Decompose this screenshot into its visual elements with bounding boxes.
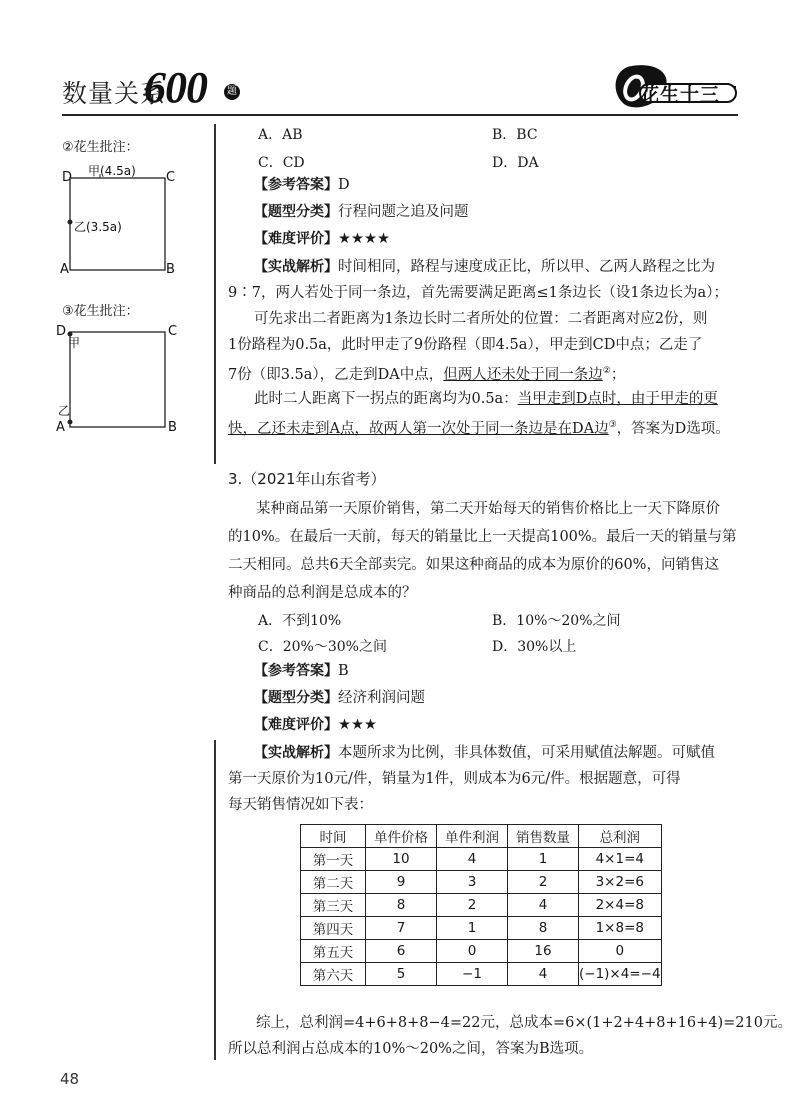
q2-analysis-line-5 — [228, 358, 625, 388]
q2-answer-tag: 【参考答案】 — [254, 177, 338, 193]
q2-type-tag: 【题型分类】 — [254, 204, 338, 220]
q3-type: 经济利润问题 — [338, 690, 425, 706]
table-cell: 第五天 — [301, 940, 366, 963]
q2-analysis-underline-7: 快，乙还未走到A点，故两人第一次处于同一条边是在DA边 — [228, 420, 609, 437]
table-header-cell: 总利润 — [579, 825, 662, 848]
q2-analysis-text-5c: ； — [610, 366, 626, 383]
q3-stem-line-2: 的10%。在最后一天前，每天的销量比上一天提高100%。最后一天的销量与第 — [228, 529, 737, 545]
q2-analysis-line-6 — [254, 386, 718, 412]
q2-analysis-text-7b: ，答案为D选项。 — [616, 420, 730, 437]
q3-option-c: C．20%～30%之间 — [258, 639, 387, 655]
q2-answer: D — [338, 177, 350, 193]
q2-option-b: B．BC — [492, 127, 538, 143]
note-2-yi-label: 乙(3.5a) — [74, 220, 122, 234]
q3-diff-stars: ★★★ — [338, 717, 377, 733]
note-2-label: ②花生批注： — [62, 140, 139, 155]
table-cell: 2×4=8 — [579, 894, 662, 917]
q3-stem-line-4: 种商品的总利润是总成本的？ — [228, 585, 417, 601]
table-cell: 8 — [508, 917, 579, 940]
note-3-corner-a: A — [56, 420, 65, 435]
q3-summary-line-1: 综上，总利润=4+6+8+8−4=22元，总成本=6×(1+2+4+8+16+4)=210元。 — [256, 1015, 792, 1031]
q2-footnote-3: ③ — [608, 420, 617, 430]
table-cell: 第二天 — [301, 871, 366, 894]
table-row — [301, 871, 662, 894]
q2-type-line — [254, 199, 469, 225]
table-header-cell: 时间 — [301, 825, 366, 848]
table-row — [301, 917, 662, 940]
q3-analysis-tag: 【实战解析】 — [254, 745, 338, 761]
note-3-corner-d: D — [56, 324, 67, 339]
note-3-yi-label: 乙 — [58, 404, 71, 418]
note-2-corner-d: D — [62, 170, 73, 185]
header-rule — [62, 114, 738, 116]
table-cell: 3 — [437, 871, 508, 894]
q3-option-a: A．不到10% — [258, 613, 342, 629]
table-cell: 6 — [366, 940, 437, 963]
q3-diff-line — [254, 712, 377, 738]
table-cell: 2 — [437, 894, 508, 917]
table-cell: 1 — [508, 848, 579, 871]
table-header-cell: 单件价格 — [366, 825, 437, 848]
table-cell: 第四天 — [301, 917, 366, 940]
note-3-label: ③花生批注： — [62, 304, 139, 319]
q3-stem-line-1: 某种商品第一天原价销售，第二天开始每天的销售价格比上一天下降原价 — [256, 501, 720, 517]
table-cell: 3×2=6 — [579, 871, 662, 894]
q2-analysis-line-4: 1份路程为0.5a，此时甲走了9份路程（即4.5a），甲走到CD中点；乙走了 — [228, 337, 703, 353]
table-cell: (−1)×4=−4 — [579, 963, 662, 986]
q3-option-b: B．10%～20%之间 — [492, 613, 621, 629]
q2-analysis-text-1: 时间相同，路程与速度成正比，所以甲、乙两人路程之比为 — [338, 259, 715, 275]
table-cell: 10 — [366, 848, 437, 871]
q3-analysis-line-1 — [254, 740, 715, 766]
table-cell: 4×1=4 — [579, 848, 662, 871]
note-2-corner-a: A — [60, 262, 69, 277]
q3-title: 3.（2021年山东省考） — [228, 470, 386, 488]
table-row — [301, 848, 662, 871]
q3-type-tag: 【题型分类】 — [254, 690, 338, 706]
book-title: 数量关系 — [62, 79, 167, 108]
table-cell: 4 — [508, 894, 579, 917]
q2-option-c: C．CD — [258, 155, 305, 171]
q3-analysis-text-1: 本题所求为比例，非具体数值，可采用赋值法解题。可赋值 — [338, 745, 715, 761]
note-3-corner-b: B — [168, 420, 177, 435]
note-2-jia-label: 甲(4.5a) — [88, 164, 136, 178]
table-row — [301, 963, 662, 986]
table-cell: 第三天 — [301, 894, 366, 917]
q2-analysis-text-5a: 7份（即3.5a），乙走到DA中点， — [228, 366, 444, 383]
page-number: 48 — [60, 1070, 80, 1088]
q3-type-line — [254, 685, 425, 711]
table-cell: 4 — [437, 848, 508, 871]
book-title-number: 600 — [144, 63, 207, 112]
table-cell: 0 — [437, 940, 508, 963]
q2-option-a: A．AB — [258, 127, 303, 143]
q2-answer-line — [254, 172, 350, 198]
q3-answer-tag: 【参考答案】 — [254, 663, 338, 679]
table-cell: 7 — [366, 917, 437, 940]
table-cell: 5 — [366, 963, 437, 986]
q2-footnote-2: ② — [602, 366, 611, 376]
table-cell: 1 — [437, 917, 508, 940]
table-cell: 第一天 — [301, 848, 366, 871]
q2-diff-tag: 【难度评价】 — [254, 231, 338, 247]
q3-answer-line — [254, 658, 349, 684]
brand-name: 花生十三 — [640, 84, 721, 106]
q2-diff-stars: ★★★★ — [338, 231, 390, 247]
daily-sales-table — [300, 824, 662, 986]
q2-analysis-underline-6: 当甲走到D点时，由于甲走的更 — [517, 391, 718, 407]
table-cell: 0 — [579, 940, 662, 963]
note-2-corner-c: C — [166, 170, 176, 185]
table-cell: 1×8=8 — [579, 917, 662, 940]
q3-option-d: D．30%以上 — [492, 639, 577, 655]
table-header-row — [301, 825, 662, 848]
book-title-badge: 题 — [224, 84, 240, 100]
q2-analysis-line-3: 可先求出二者距离为1条边长时二者所处的位置：二者距离对应2份，则 — [254, 311, 708, 327]
table-header-cell: 单件利润 — [437, 825, 508, 848]
margin-rule-bottom — [214, 740, 216, 1060]
table-cell: 16 — [508, 940, 579, 963]
q3-answer: B — [338, 663, 349, 679]
table-cell: 第六天 — [301, 963, 366, 986]
q3-analysis-line-2: 第一天原价为10元/件，销量为1件，则成本为6元/件。根据题意，可得 — [228, 771, 681, 787]
table-cell: 8 — [366, 894, 437, 917]
q2-analysis-text-6a: 此时二人距离下一拐点的距离均为0.5a： — [254, 391, 518, 407]
q2-option-d: D．DA — [492, 155, 539, 171]
table-cell: 9 — [366, 871, 437, 894]
q2-analysis-line-7 — [228, 412, 730, 442]
q2-type: 行程问题之追及问题 — [338, 204, 469, 220]
table-row — [301, 940, 662, 963]
q2-analysis-tag: 【实战解析】 — [254, 259, 338, 275]
table-header-cell: 销售数量 — [508, 825, 579, 848]
margin-rule-top — [214, 124, 216, 464]
q2-diff-line — [254, 226, 390, 252]
table-cell: −1 — [437, 963, 508, 986]
q2-analysis-underline-5: 但两人还未处于同一条边 — [443, 366, 603, 383]
q2-analysis-line-1 — [254, 254, 715, 280]
note-3-corner-c: C — [168, 324, 178, 339]
table-cell: 2 — [508, 871, 579, 894]
q3-stem-line-3: 二天相同。总共6天全部卖完。如果这种商品的成本为原价的60%，问销售这 — [228, 557, 719, 573]
note-3-jia-label: 甲 — [68, 336, 81, 350]
q3-analysis-line-3: 每天销售情况如下表： — [228, 797, 373, 813]
q2-analysis-line-2: 9∶7，两人若处于同一条边，首先需要满足距离≤1条边长（设1条边长为a）； — [228, 285, 728, 301]
q3-summary-line-2: 所以总利润占总成本的10%～20%之间，答案为B选项。 — [228, 1041, 594, 1057]
table-row — [301, 894, 662, 917]
table-cell: 4 — [508, 963, 579, 986]
note-2-corner-b: B — [166, 262, 175, 277]
q3-diff-tag: 【难度评价】 — [254, 717, 338, 733]
